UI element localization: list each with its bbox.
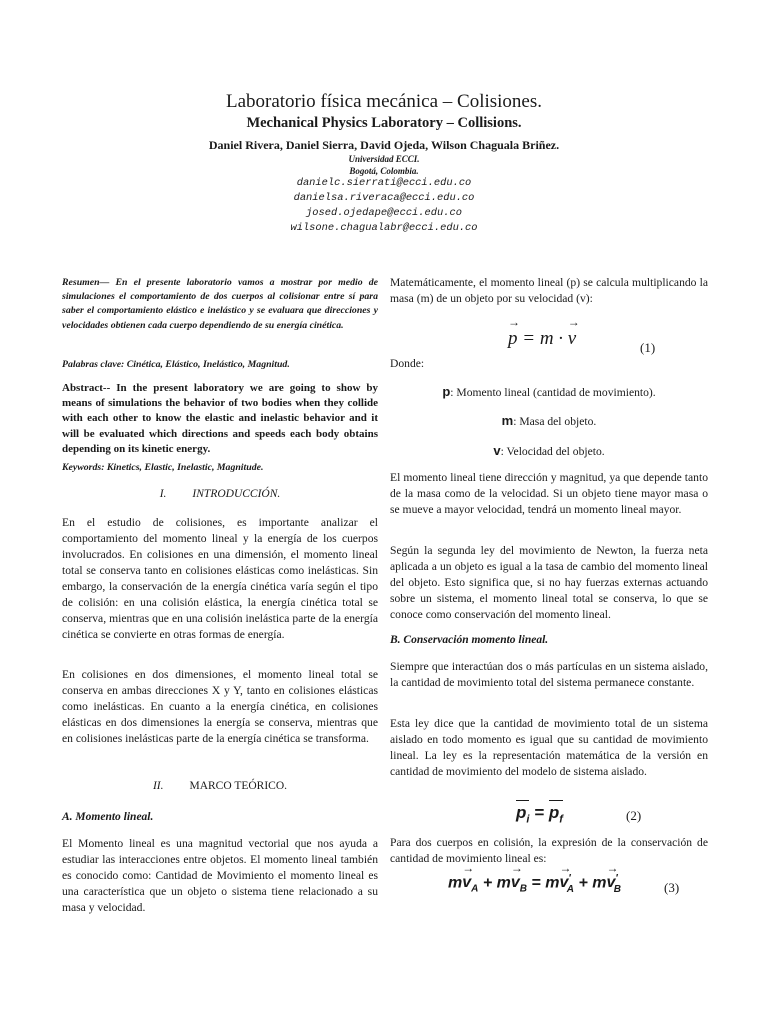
section-2-number: II. bbox=[152, 780, 164, 792]
intro-paragraph-2: En colisiones en dos dimensiones, el momento lineal total se conserva en ambas direcciones X y Y, tanto en colisiones elásticas como inelásticas. En cuanto a la energía cinética, en colisiones elásticas en dos dimensiones la energía se conserva, mientras que en colisiones inelásticas parte de la energía cinética se transforma. bbox=[62, 668, 378, 745]
email-1: danielc.sierrati@ecci.edu.co bbox=[296, 177, 472, 189]
definition-m bbox=[390, 413, 708, 428]
email-3: josed.ojedape@ecci.edu.co bbox=[306, 207, 462, 219]
definition-m-text: : Masa del objeto. bbox=[513, 415, 597, 428]
section-2-title: MARCO TEÓRICO. bbox=[189, 780, 288, 792]
subsection-b-heading: B. Conservación momento lineal. bbox=[390, 634, 549, 646]
paper-title: Laboratorio física mecánica – Colisiones. bbox=[225, 91, 543, 112]
newton-paragraph: Según la segunda ley del movimiento de Newton, la fuerza neta aplicada a un objeto es igual a la tasa de cambio del momento lineal del objeto. Esto significa que, si no hay fuerzas externas actuando sobre un sistema, el momento lineal total se conserva, lo que se conoce como conservación del momento lineal. bbox=[390, 544, 708, 621]
equation-3-number: (3) bbox=[664, 880, 680, 895]
siempre-paragraph: Siempre que interactúan dos o más partículas en un sistema aislado, la cantidad de movimiento total del sistema permanece constante. bbox=[390, 660, 708, 689]
keywords: Keywords: Kinetics, Elastic, Inelastic, Magnitude. bbox=[62, 462, 264, 473]
dos-cuerpos-paragraph: Para dos cuerpos en colisión, la expresión de la conservación de cantidad de movimiento lineal es: bbox=[390, 836, 708, 865]
equation-1-number: (1) bbox=[640, 340, 656, 355]
direccion-paragraph: El momento lineal tiene dirección y magnitud, ya que depende tanto de la masa como de la velocidad. Si un objeto tiene mayor masa o se mueve a mayor velocidad, tendrá un momento lineal mayor. bbox=[390, 471, 708, 516]
definition-p-symbol: p bbox=[442, 384, 451, 399]
matematicamente-paragraph: Matemáticamente, el momento lineal (p) se calcula multiplicando la masa (m) de un objeto por su velocidad (v): bbox=[390, 276, 708, 305]
intro-paragraph-1: En el estudio de colisiones, es importante analizar el comportamiento del momento lineal y la energía de los cuerpos involucrados. En colisiones en una dimensión, el momento lineal total se conserva tanto en colisiones elásticas como inelásticas. Sin embargo, la conservación de la energía cinética varía según el tipo de colisión: en una colisión elástica, la energía cinética total se conserva, mientras que en una colisión inelástica parte de la energía cinética se convierte en otras formas de energía. bbox=[62, 516, 378, 641]
authors: Daniel Rivera, Daniel Sierra, David Ojeda, Wilson Chaguala Briñez. bbox=[208, 138, 560, 152]
definition-v-symbol: v bbox=[493, 443, 501, 458]
definition-v-text: : Velocidad del objeto. bbox=[500, 445, 605, 458]
equation-2-number: (2) bbox=[626, 808, 642, 823]
location: Bogotá, Colombia. bbox=[349, 166, 419, 176]
definition-v bbox=[390, 443, 708, 458]
palabras-clave: Palabras clave: Cinética, Elástico, Inelástico, Magnitud. bbox=[62, 359, 290, 370]
section-1-title: INTRODUCCIÓN. bbox=[192, 488, 281, 500]
section-1-number: I. bbox=[159, 488, 167, 500]
section-1-heading bbox=[62, 488, 378, 500]
equation-2: $p_i = p_f$ bbox=[516, 803, 563, 826]
ley-paragraph: Esta ley dice que la cantidad de movimiento total de un sistema aislado en todo momento es igual que su cantidad de movimiento lineal. La ley es la representación matemática de la versión en cantidad de movimiento del modelo de sistema aislado. bbox=[390, 717, 708, 778]
donde-label: Donde: bbox=[390, 357, 425, 370]
abstract: Abstract-- In the present laboratory we are going to show by means of simulations the behavior of two bodies when they collide with each other to know the elastic and inelastic behavior and it will be evaluated which directions and speeds each body obtains depending on its kinetic energy. bbox=[62, 382, 378, 455]
definition-p bbox=[390, 384, 708, 399]
definition-p-text: : Momento lineal (cantidad de movimiento). bbox=[450, 386, 656, 399]
university: Universidad ECCI. bbox=[348, 154, 420, 164]
email-2: danielsa.riveraca@ecci.edu.co bbox=[293, 192, 475, 204]
definition-m-symbol: m bbox=[501, 413, 514, 428]
resumen: Resumen— En el presente laboratorio vamos a mostrar por medio de simulaciones el comportamiento de dos cuerpos al colisionar entre sí para saber el comportamiento elástico e inelástico y se evaluara que direcciones y velocidades obtienen cada cuerpo dependiendo de su energía cinética. bbox=[62, 277, 378, 331]
equation-3: $m\to v_A + m\to v_B = m\to v'_A + m\to v'_B$ bbox=[448, 873, 621, 895]
section-2-heading bbox=[62, 780, 378, 792]
paper-subtitle: Mechanical Physics Laboratory – Collisions. bbox=[246, 115, 522, 131]
email-4: wilsone.chagualabr@ecci.edu.co bbox=[290, 222, 478, 234]
equation-1: → p = m · → v bbox=[508, 328, 576, 350]
momento-lineal-paragraph: El Momento lineal es una magnitud vectorial que nos ayuda a estudiar las interacciones entre objetos. El momento lineal también es conocido como: Cantidad de Movimiento el momento lineal es una característica que un objeto o sistema tiene relacionado a su masa y velocidad. bbox=[62, 837, 378, 914]
subsection-a-heading: A. Momento lineal. bbox=[62, 811, 154, 823]
